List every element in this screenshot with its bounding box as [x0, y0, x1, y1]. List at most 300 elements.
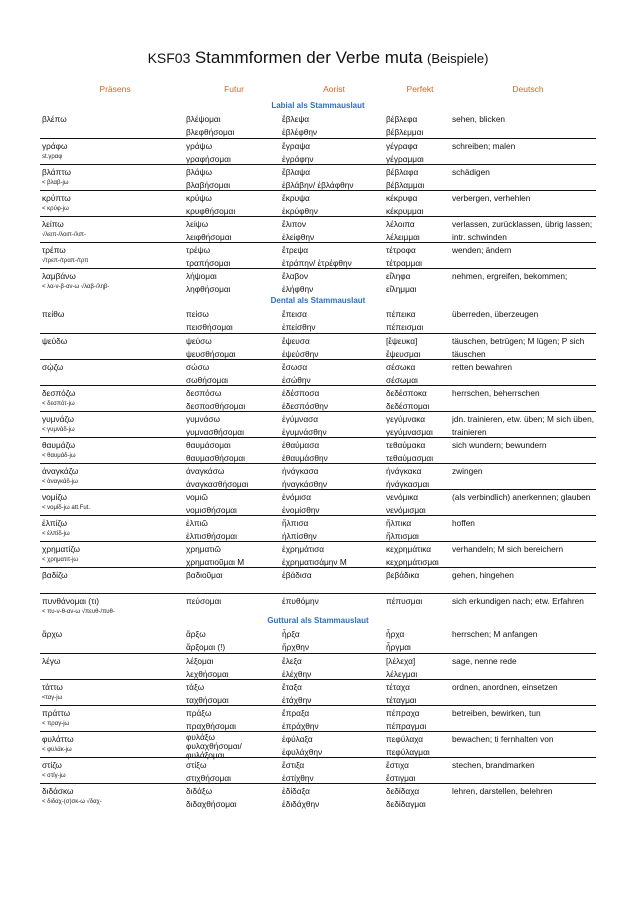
- stem-note: < γυμνάδ-jω: [42, 427, 75, 433]
- table-row: [40, 268, 596, 295]
- aorist-form: [282, 595, 386, 608]
- future-form: [186, 387, 282, 413]
- future-form-line: λέξομαι: [186, 656, 214, 666]
- perfect-form-line: ἤλπικα: [386, 518, 412, 528]
- future-form: [186, 335, 282, 361]
- title-main: Stammformen der Verbe muta: [194, 48, 423, 67]
- present-verb: βλάπτω: [42, 167, 71, 177]
- aorist-form-line: ἐσώθην: [282, 375, 311, 385]
- future-form-line: κρυφθήσομαι: [186, 206, 236, 216]
- perfect-form-line: νενόμισμαι: [386, 505, 426, 515]
- aorist-form: [282, 361, 386, 387]
- aorist-form-line: ἐφυλάχθην: [282, 747, 323, 757]
- aorist-form: [282, 655, 386, 681]
- german-meaning: betreiben, bewirken, tun: [452, 708, 541, 718]
- header-praesens: Präsens: [99, 84, 131, 94]
- aorist-form-line: ἐψεύσθην: [282, 349, 319, 359]
- future-form-line: γραφήσομαι: [186, 154, 231, 164]
- perfect-form: [386, 655, 456, 681]
- perfect-form-line: ἦργμαι: [386, 642, 411, 652]
- future-form: [186, 413, 282, 439]
- stem-note: < πυ-ν-θ-αν-ω √πευθ-/πυθ-: [42, 609, 115, 615]
- perfect-form-line: ἠνάγκακα: [386, 466, 422, 476]
- future-form: [186, 166, 282, 192]
- german-meaning: wenden; ändern: [452, 245, 512, 255]
- aorist-form-line: ἐνόμισα: [282, 492, 312, 502]
- perfect-form-line: σέσωκα: [386, 362, 416, 372]
- german-meaning: überreden, überzeugen: [452, 309, 539, 319]
- present-verb: τρέπω: [42, 245, 66, 255]
- aorist-form: [282, 517, 386, 543]
- present-verb: βλέπω: [42, 114, 67, 124]
- perfect-form-line: κεχρημάτικα: [386, 544, 432, 554]
- future-form: [186, 655, 282, 681]
- perfect-form-line: πέπυσμαι: [386, 596, 423, 606]
- aorist-form-line: ἦρξα: [282, 629, 300, 639]
- perfect-form-line: βέβλαφα: [386, 167, 419, 177]
- future-form: [186, 270, 282, 296]
- table-row: [40, 242, 596, 269]
- future-form: [186, 218, 282, 244]
- aorist-form: [282, 759, 386, 785]
- perfect-form-line: τέτραμμαι: [386, 258, 422, 268]
- aorist-form-line: ἔσωσα: [282, 362, 308, 372]
- future-form: [186, 517, 282, 543]
- future-form-line: κρύψω: [186, 193, 212, 203]
- future-form-line: ἄρξομαι (!): [186, 642, 226, 652]
- future-form: [186, 733, 282, 760]
- aorist-form-line: ἐνομίσθην: [282, 505, 320, 515]
- perfect-form: [386, 335, 456, 361]
- aorist-form: [282, 733, 386, 759]
- aorist-form-line: ἐβλάβην/ ἐβλάφθην: [282, 180, 354, 190]
- german-meaning: zwingen: [452, 466, 483, 476]
- aorist-form-line: ἔκρυψα: [282, 193, 310, 203]
- aorist-form-line: ἔπραξα: [282, 708, 310, 718]
- aorist-form: [282, 270, 386, 296]
- table-row: [40, 359, 596, 386]
- table-row: [40, 541, 596, 568]
- aorist-form: [282, 335, 386, 361]
- section-heading: Guttural als Stammauslaut: [267, 616, 369, 625]
- future-form-line: φυλάξω: [186, 733, 215, 742]
- stem-note: < ἐλπίδ-jω: [42, 531, 70, 537]
- aorist-form-line: ἐφύλαξα: [282, 734, 313, 744]
- future-form-line: δεσπόσω: [186, 388, 222, 398]
- perfect-form: [386, 244, 456, 270]
- present-form: [42, 244, 182, 266]
- stem-note: < χρηματιτ-jω: [42, 557, 79, 563]
- future-form-line: διδαχθήσομαι: [186, 799, 237, 809]
- perfect-form-line: γέγραμμαι: [386, 154, 424, 164]
- perfect-form-line: λέλοιπα: [386, 219, 415, 229]
- german-meaning: verlassen, zurücklassen, übrig lassen; intr. schwinden: [452, 219, 593, 242]
- section-heading: Labial als Stammauslaut: [271, 101, 365, 110]
- future-form-line: σωθήσομαι: [186, 375, 228, 385]
- aorist-form-line: ἐθαύμασα: [282, 440, 320, 450]
- present-verb: δεσπόζω: [42, 388, 76, 398]
- present-verb: γράφω: [42, 141, 68, 151]
- aorist-form-line: ἐκρύφθην: [282, 206, 318, 216]
- perfect-form: [386, 733, 456, 759]
- page-title: [0, 48, 636, 68]
- table-row: [40, 567, 596, 594]
- table-row: [40, 679, 596, 706]
- table-row: [40, 385, 596, 412]
- future-form-line: βαδιοῦμαι: [186, 570, 223, 580]
- aorist-form: [282, 308, 386, 334]
- stem-note: < βλαβ-jω: [42, 180, 69, 186]
- present-form: [42, 140, 182, 162]
- perfect-form: [386, 543, 456, 569]
- perfect-form: [386, 595, 456, 608]
- perfect-form-line: τέταγμαι: [386, 695, 417, 705]
- table-row: [40, 783, 596, 810]
- aorist-form-line: ἔβλεψα: [282, 114, 310, 124]
- aorist-form-line: ἐγυμνάσθην: [282, 427, 327, 437]
- present-form: [42, 785, 182, 807]
- future-form: [186, 113, 282, 139]
- present-verb: ἄρχω: [42, 629, 63, 639]
- perfect-form: [386, 361, 456, 387]
- future-form: [186, 543, 282, 569]
- header-perfekt: Perfekt: [406, 84, 434, 94]
- perfect-form-line: λέλεγμαι: [386, 669, 418, 679]
- table-row: [40, 731, 596, 758]
- future-form: [186, 595, 282, 608]
- table-row: [40, 216, 596, 243]
- stem-note: √λειπ-/λοιπ-/λιπ-: [42, 232, 86, 238]
- table-row: [40, 627, 596, 653]
- german-meaning: ordnen, anordnen, einsetzen: [452, 682, 558, 692]
- future-form: [186, 785, 282, 811]
- present-verb: φυλάττω: [42, 734, 74, 744]
- future-form-line: ἐλπιῶ: [186, 518, 208, 528]
- table-row: [40, 463, 596, 490]
- header-futur: Futur: [224, 84, 244, 94]
- perfect-form: [386, 465, 456, 491]
- present-form: [42, 681, 182, 703]
- perfect-form-line: εἴληφα: [386, 271, 411, 281]
- present-form: [42, 595, 182, 617]
- future-form-line: λειφθήσομαι: [186, 232, 232, 242]
- future-form-line: ληφθήσομαι: [186, 284, 231, 294]
- header-aorist: Aorist: [323, 84, 345, 94]
- perfect-form: [386, 166, 456, 192]
- aorist-form-line: ἔλαβον: [282, 271, 309, 281]
- perfect-form-line: ἦρχα: [386, 629, 405, 639]
- future-form: [186, 192, 282, 218]
- future-form-line: βλαβήσομαι: [186, 180, 231, 190]
- future-form-line: ἀναγκάσω: [186, 466, 225, 476]
- present-form: [42, 270, 182, 292]
- aorist-form-line: ἐδέσποσα: [282, 388, 320, 398]
- title-sub: (Beispiele): [427, 51, 489, 66]
- present-verb: λείπω: [42, 219, 64, 229]
- present-form: [42, 361, 182, 374]
- future-form-line: γράψω: [186, 141, 213, 151]
- perfect-form-line: κέκρυφα: [386, 193, 418, 203]
- present-form: [42, 166, 182, 188]
- future-form: [186, 759, 282, 785]
- aorist-form-line: ἐγύμνασα: [282, 414, 319, 424]
- present-verb: βαδίζω: [42, 570, 68, 580]
- perfect-form: [386, 140, 456, 166]
- perfect-form: [386, 439, 456, 465]
- stem-note: < θαυμάδ-jω: [42, 453, 76, 459]
- present-verb: πείθω: [42, 309, 65, 319]
- aorist-form: [282, 681, 386, 707]
- aorist-form-line: ἐχρημάτισα: [282, 544, 325, 554]
- aorist-form-line: ἔβλαψα: [282, 167, 311, 177]
- present-form: [42, 335, 182, 348]
- perfect-form-line: πέπραγμαι: [386, 721, 427, 731]
- perfect-form: [386, 681, 456, 707]
- table-row: [40, 705, 596, 732]
- future-form-line: στιχθήσομαι: [186, 773, 231, 783]
- future-form: [186, 681, 282, 707]
- aorist-form-line: ἐπυθόμην: [282, 596, 319, 606]
- perfect-form-line: ἔστιγμαι: [386, 773, 416, 783]
- aorist-form-line: ἔστιξα: [282, 760, 305, 770]
- stem-note: <ταγ-jω: [42, 695, 63, 701]
- perfect-form: [386, 569, 456, 582]
- aorist-form-line: ἔγραψα: [282, 141, 311, 151]
- aorist-form-line: ἐλήφθην: [282, 284, 314, 294]
- present-form: [42, 628, 182, 641]
- perfect-form: [386, 517, 456, 543]
- aorist-form: [282, 387, 386, 413]
- aorist-form-line: ἐχρηματισάμην M: [282, 557, 347, 567]
- perfect-form-line: βέβλεφα: [386, 114, 418, 124]
- aorist-form: [282, 785, 386, 811]
- aorist-form-line: ἤλπισα: [282, 518, 309, 528]
- future-form-line: τάξω: [186, 682, 205, 692]
- aorist-form-line: ἐδιδάχθην: [282, 799, 320, 809]
- german-meaning: jdn. trainieren, etw. üben; M sich üben, trainieren: [452, 414, 595, 437]
- table-row: [40, 437, 596, 464]
- aorist-form: [282, 628, 386, 654]
- future-form-line: δεσποσθήσομαι: [186, 401, 246, 411]
- stem-note: < φυλάκ-jω: [42, 747, 72, 753]
- table-row: [40, 164, 596, 191]
- perfect-form-line: τεθαύμασμαι: [386, 453, 434, 463]
- perfect-form-line: πέπεικα: [386, 309, 416, 319]
- german-meaning: herrschen, beherrschen: [452, 388, 540, 398]
- future-form: [186, 140, 282, 166]
- title-code: KSF03: [147, 50, 191, 66]
- aorist-form-line: ἐπείσθην: [282, 322, 316, 332]
- table-row: [40, 138, 596, 165]
- future-form-line: νομισθήσομαι: [186, 505, 237, 515]
- present-verb: πυνθάνομαι (τι): [42, 596, 99, 606]
- perfect-form: [386, 192, 456, 218]
- present-form: [42, 308, 182, 321]
- german-meaning: lehren, darstellen, belehren: [452, 786, 553, 796]
- german-meaning: sich erkundigen nach; etw. Erfahren: [452, 596, 584, 606]
- future-form: [186, 628, 282, 654]
- perfect-form-line: ἠνάγκασμαι: [386, 479, 430, 489]
- future-form-line: τρέψω: [186, 245, 211, 255]
- future-form-line: φυλαχθήσομαι/: [186, 741, 242, 751]
- section-heading: Dental als Stammauslaut: [270, 296, 366, 305]
- perfect-form-line: πεφύλαχα: [386, 734, 424, 744]
- present-form: [42, 517, 182, 539]
- perfect-form-line: πέπραχα: [386, 708, 420, 718]
- table-row: [40, 190, 596, 217]
- future-form-line: τραπήσομαι: [186, 258, 231, 268]
- future-form-line: ἐλπισθήσομαι: [186, 531, 237, 541]
- future-form-line: ἄρξω: [186, 629, 206, 639]
- aorist-form-line: ἐτάχθην: [282, 695, 312, 705]
- perfect-form-line: βέβλεμμαι: [386, 127, 424, 137]
- future-form-line: ψεύσω: [186, 336, 212, 346]
- aorist-form-line: ἐθαυμάσθην: [282, 453, 328, 463]
- future-form-line: πεισθήσομαι: [186, 322, 233, 332]
- present-form: [42, 192, 182, 214]
- german-meaning: gehen, hingehen: [452, 570, 514, 580]
- german-meaning: täuschen, betrügen; M lügen; P sich täuschen: [452, 336, 585, 359]
- present-form: [42, 491, 182, 513]
- future-form-line: πεύσομαι: [186, 596, 222, 606]
- german-meaning: sage, nenne rede: [452, 656, 517, 666]
- future-form: [186, 569, 282, 582]
- aorist-form: [282, 465, 386, 491]
- future-form-line: λεχθήσομαι: [186, 669, 229, 679]
- perfect-form-line: [ἔψευκα]: [386, 336, 418, 346]
- present-verb: κρύπτω: [42, 193, 71, 203]
- aorist-form-line: ἐδεσπόσθην: [282, 401, 328, 411]
- aorist-form-line: ἐβλέφθην: [282, 127, 318, 137]
- present-verb: πράττω: [42, 708, 71, 718]
- perfect-form-line: σέσωμαι: [386, 375, 418, 385]
- present-form: [42, 733, 182, 755]
- aorist-form-line: ἐδίδαξα: [282, 786, 310, 796]
- aorist-form: [282, 439, 386, 465]
- table-row: [40, 489, 596, 516]
- aorist-form: [282, 543, 386, 569]
- stem-note: < στίγ-jω: [42, 773, 66, 779]
- german-meaning: schädigen: [452, 167, 490, 177]
- german-meaning: nehmen, ergreifen, bekommen;: [452, 271, 568, 281]
- perfect-form-line: λέλειμμαι: [386, 232, 420, 242]
- future-form: [186, 707, 282, 733]
- german-meaning: verhandeln; M sich bereichern: [452, 544, 564, 554]
- stem-note: < κρύφ-jω: [42, 206, 69, 212]
- aorist-form-line: ἐγράφην: [282, 154, 314, 164]
- stem-note: < λα-ν-β-αν-ω √λαβ-/ληβ-: [42, 284, 110, 290]
- present-form: [42, 413, 182, 435]
- perfect-form: [386, 387, 456, 413]
- perfect-form: [386, 413, 456, 439]
- perfect-form-line: δεδέσποκα: [386, 388, 427, 398]
- stem-note: < ἀναγκάδ-jω: [42, 479, 78, 485]
- perfect-form: [386, 628, 456, 654]
- stem-note: < νομίδ-jω att.Fut.: [42, 505, 90, 511]
- german-meaning: hoffen: [452, 518, 475, 528]
- table-row: [40, 757, 596, 784]
- perfect-form-line: νενόμικα: [386, 492, 419, 502]
- perfect-form-line: εἴλημμαι: [386, 284, 417, 294]
- aorist-form-line: ἔπεισα: [282, 309, 307, 319]
- aorist-form: [282, 413, 386, 439]
- future-form-line: πείσω: [186, 309, 209, 319]
- present-verb: τάττω: [42, 682, 63, 692]
- present-verb: ψεύδω: [42, 336, 68, 346]
- perfect-form-line: ἔστιχα: [386, 760, 409, 770]
- present-verb: θαυμάζω: [42, 440, 76, 450]
- perfect-form-line: τέτροφα: [386, 245, 416, 255]
- aorist-form: [282, 569, 386, 582]
- future-form: [186, 465, 282, 491]
- german-meaning: stechen, brandmarken: [452, 760, 535, 770]
- future-form-line: βλεφθήσομαι: [186, 127, 235, 137]
- future-form-line: ψευσθήσομαι: [186, 349, 236, 359]
- perfect-form: [386, 707, 456, 733]
- aorist-form: [282, 218, 386, 244]
- perfect-form-line: πεφύλαγμαι: [386, 747, 430, 757]
- future-form: [186, 439, 282, 465]
- perfect-form: [386, 308, 456, 334]
- future-form-line: γυμνάσω: [186, 414, 221, 424]
- aorist-form-line: ἐστίχθην: [282, 773, 314, 783]
- perfect-form-line: γεγύμνακα: [386, 414, 426, 424]
- table-row: [40, 515, 596, 542]
- present-form: [42, 543, 182, 565]
- aorist-form-line: ἔλιπον: [282, 219, 307, 229]
- perfect-form-line: κέκρυμμαι: [386, 206, 424, 216]
- present-verb: ἀναγκάζω: [42, 466, 79, 476]
- stem-note: √τρεπ-/τραπ-/τρπ: [42, 258, 89, 264]
- perfect-form-line: ἔψευσμαι: [386, 349, 421, 359]
- present-form: [42, 439, 182, 461]
- present-form: [42, 655, 182, 668]
- perfect-form-line: γεγύμνασμαι: [386, 427, 433, 437]
- stem-note: < δεσπότ-jω: [42, 401, 75, 407]
- german-meaning: herrschen; M anfangen: [452, 629, 538, 639]
- aorist-form-line: ἠλπίσθην: [282, 531, 317, 541]
- perfect-form: [386, 113, 456, 139]
- aorist-form-line: ἔλεξα: [282, 656, 302, 666]
- future-form-line: βλάψω: [186, 167, 212, 177]
- perfect-form-line: κεχρημάτισμαι: [386, 557, 439, 567]
- table-row: [40, 307, 596, 333]
- future-form-line: φυλάξομαι: [186, 750, 225, 760]
- aorist-form-line: ἐλείφθην: [282, 232, 315, 242]
- perfect-form-line: δεδίδαχα: [386, 786, 420, 796]
- header-deutsch: Deutsch: [512, 84, 544, 94]
- aorist-form: [282, 244, 386, 270]
- future-form-line: πραχθήσομαι: [186, 721, 236, 731]
- present-form: [42, 569, 182, 582]
- aorist-form-line: ἔψευσα: [282, 336, 310, 346]
- future-form-line: βλέψομαι: [186, 114, 221, 124]
- aorist-form: [282, 140, 386, 166]
- perfect-form-line: [λέλεχα]: [386, 656, 416, 666]
- future-form-line: νομιῶ: [186, 492, 208, 502]
- perfect-form: [386, 491, 456, 517]
- german-meaning: (als verbindlich) anerkennen; glauben: [452, 492, 591, 502]
- aorist-form-line: ἠνάγκασα: [282, 466, 319, 476]
- future-form-line: γυμνασθήσομαι: [186, 427, 244, 437]
- future-form-line: λείψω: [186, 219, 209, 229]
- perfect-form-line: δεδίδαγμαι: [386, 799, 426, 809]
- present-form: [42, 707, 182, 729]
- perfect-form-line: τεθαύμακα: [386, 440, 426, 450]
- present-verb: στίζω: [42, 760, 62, 770]
- future-form-line: διδάξω: [186, 786, 213, 796]
- table-row: [40, 653, 596, 680]
